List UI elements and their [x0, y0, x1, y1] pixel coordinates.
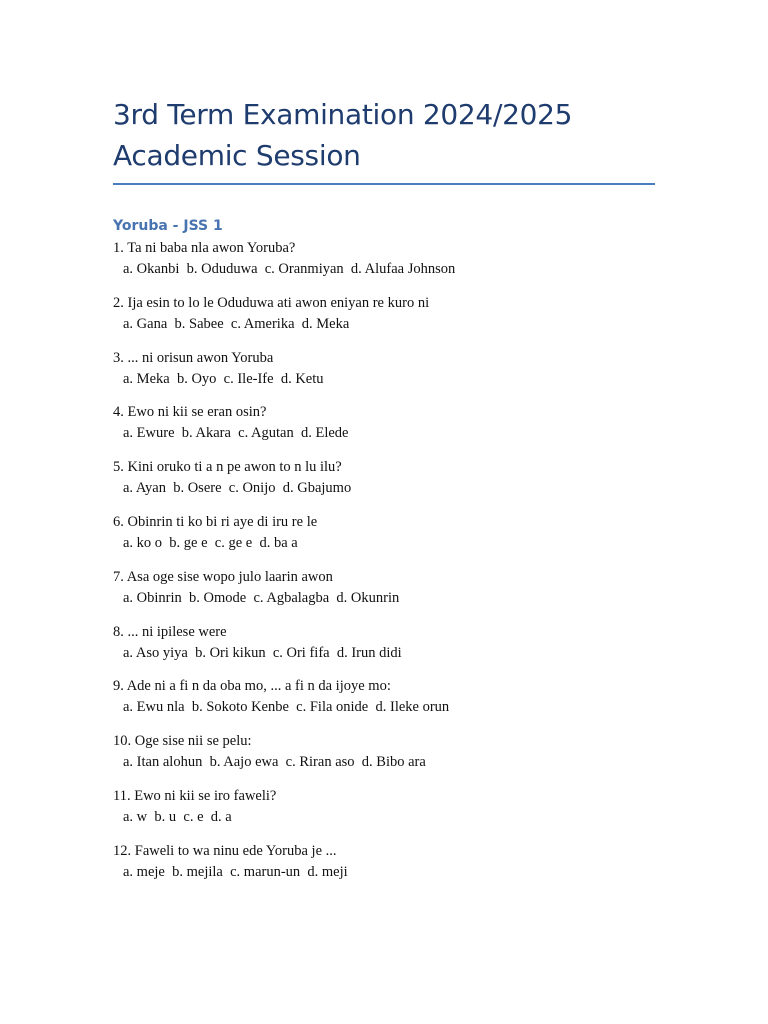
question-item — [113, 731, 655, 786]
question-item — [113, 512, 655, 567]
question-text: 5. Kini oruko ti a n pe awon to n lu ilu? — [113, 459, 342, 476]
question-text: 10. Oge sise nii se pelu: — [113, 733, 252, 750]
question-text: 8. ... ni ipilese were — [113, 623, 227, 640]
document-title — [113, 94, 655, 176]
question-item — [113, 622, 655, 677]
question-options: a. Ayan b. Osere c. Onijo d. Gbajumo — [123, 480, 352, 497]
title-divider — [113, 183, 655, 185]
question-item — [113, 786, 655, 841]
question-text: 1. Ta ni baba nla awon Yoruba? — [113, 240, 296, 256]
question-options: a. ko o b. ge e c. ge e d. ba a — [123, 534, 298, 551]
question-options: a. Gana b. Sabee c. Amerika d. Meka — [123, 315, 350, 332]
question-text: 7. Asa oge sise wopo julo laarin awon — [113, 568, 333, 585]
question-text: 4. Ewo ni kii se eran osin? — [113, 404, 267, 421]
question-text: 2. Ija esin to lo le Oduduwa ati awon eniyan re kuro ni — [113, 294, 430, 311]
question-options: a. Ewure b. Akara c. Agutan d. Elede — [123, 425, 349, 442]
title-line-2: Academic Session — [113, 139, 361, 172]
question-item — [113, 567, 655, 622]
question-item — [113, 293, 655, 348]
question-text: 3. ... ni orisun awon Yoruba — [113, 349, 274, 366]
question-text: 6. Obinrin ti ko bi ri aye di iru re le — [113, 513, 318, 530]
question-item — [113, 348, 655, 403]
question-text: 9. Ade ni a fi n da oba mo, ... a fi n da ijoye mo: — [113, 678, 391, 695]
question-options: a. meje b. mejila c. marun-un d. meji — [123, 863, 348, 880]
exam-page — [113, 94, 655, 896]
question-item — [113, 457, 655, 512]
subject-heading: Yoruba - JSS 1 — [113, 218, 223, 234]
question-options: a. Obinrin b. Omode c. Agbalagba d. Okunrin — [123, 589, 400, 606]
question-item — [113, 238, 655, 293]
question-options: a. Itan alohun b. Aajo ewa c. Riran aso d. Bibo ara — [123, 754, 426, 771]
question-text: 12. Faweli to wa ninu ede Yoruba je ... — [113, 842, 337, 859]
question-options: a. Meka b. Oyo c. Ile-Ife d. Ketu — [123, 370, 324, 387]
question-item — [113, 402, 655, 457]
question-item — [113, 841, 655, 896]
question-list — [113, 238, 655, 896]
title-line-1: 3rd Term Examination 2024/2025 — [113, 98, 573, 131]
question-item — [113, 676, 655, 731]
question-options: a. w b. u c. e d. a — [123, 808, 232, 825]
question-options: a. Ewu nla b. Sokoto Kenbe c. Fila onide d. Ileke orun — [123, 699, 450, 716]
question-options: a. Aso yiya b. Ori kikun c. Ori fifa d. Irun didi — [123, 644, 402, 661]
question-options: a. Okanbi b. Oduduwa c. Oranmiyan d. Alufaa Johnson — [123, 261, 456, 277]
question-text: 11. Ewo ni kii se iro faweli? — [113, 787, 277, 804]
